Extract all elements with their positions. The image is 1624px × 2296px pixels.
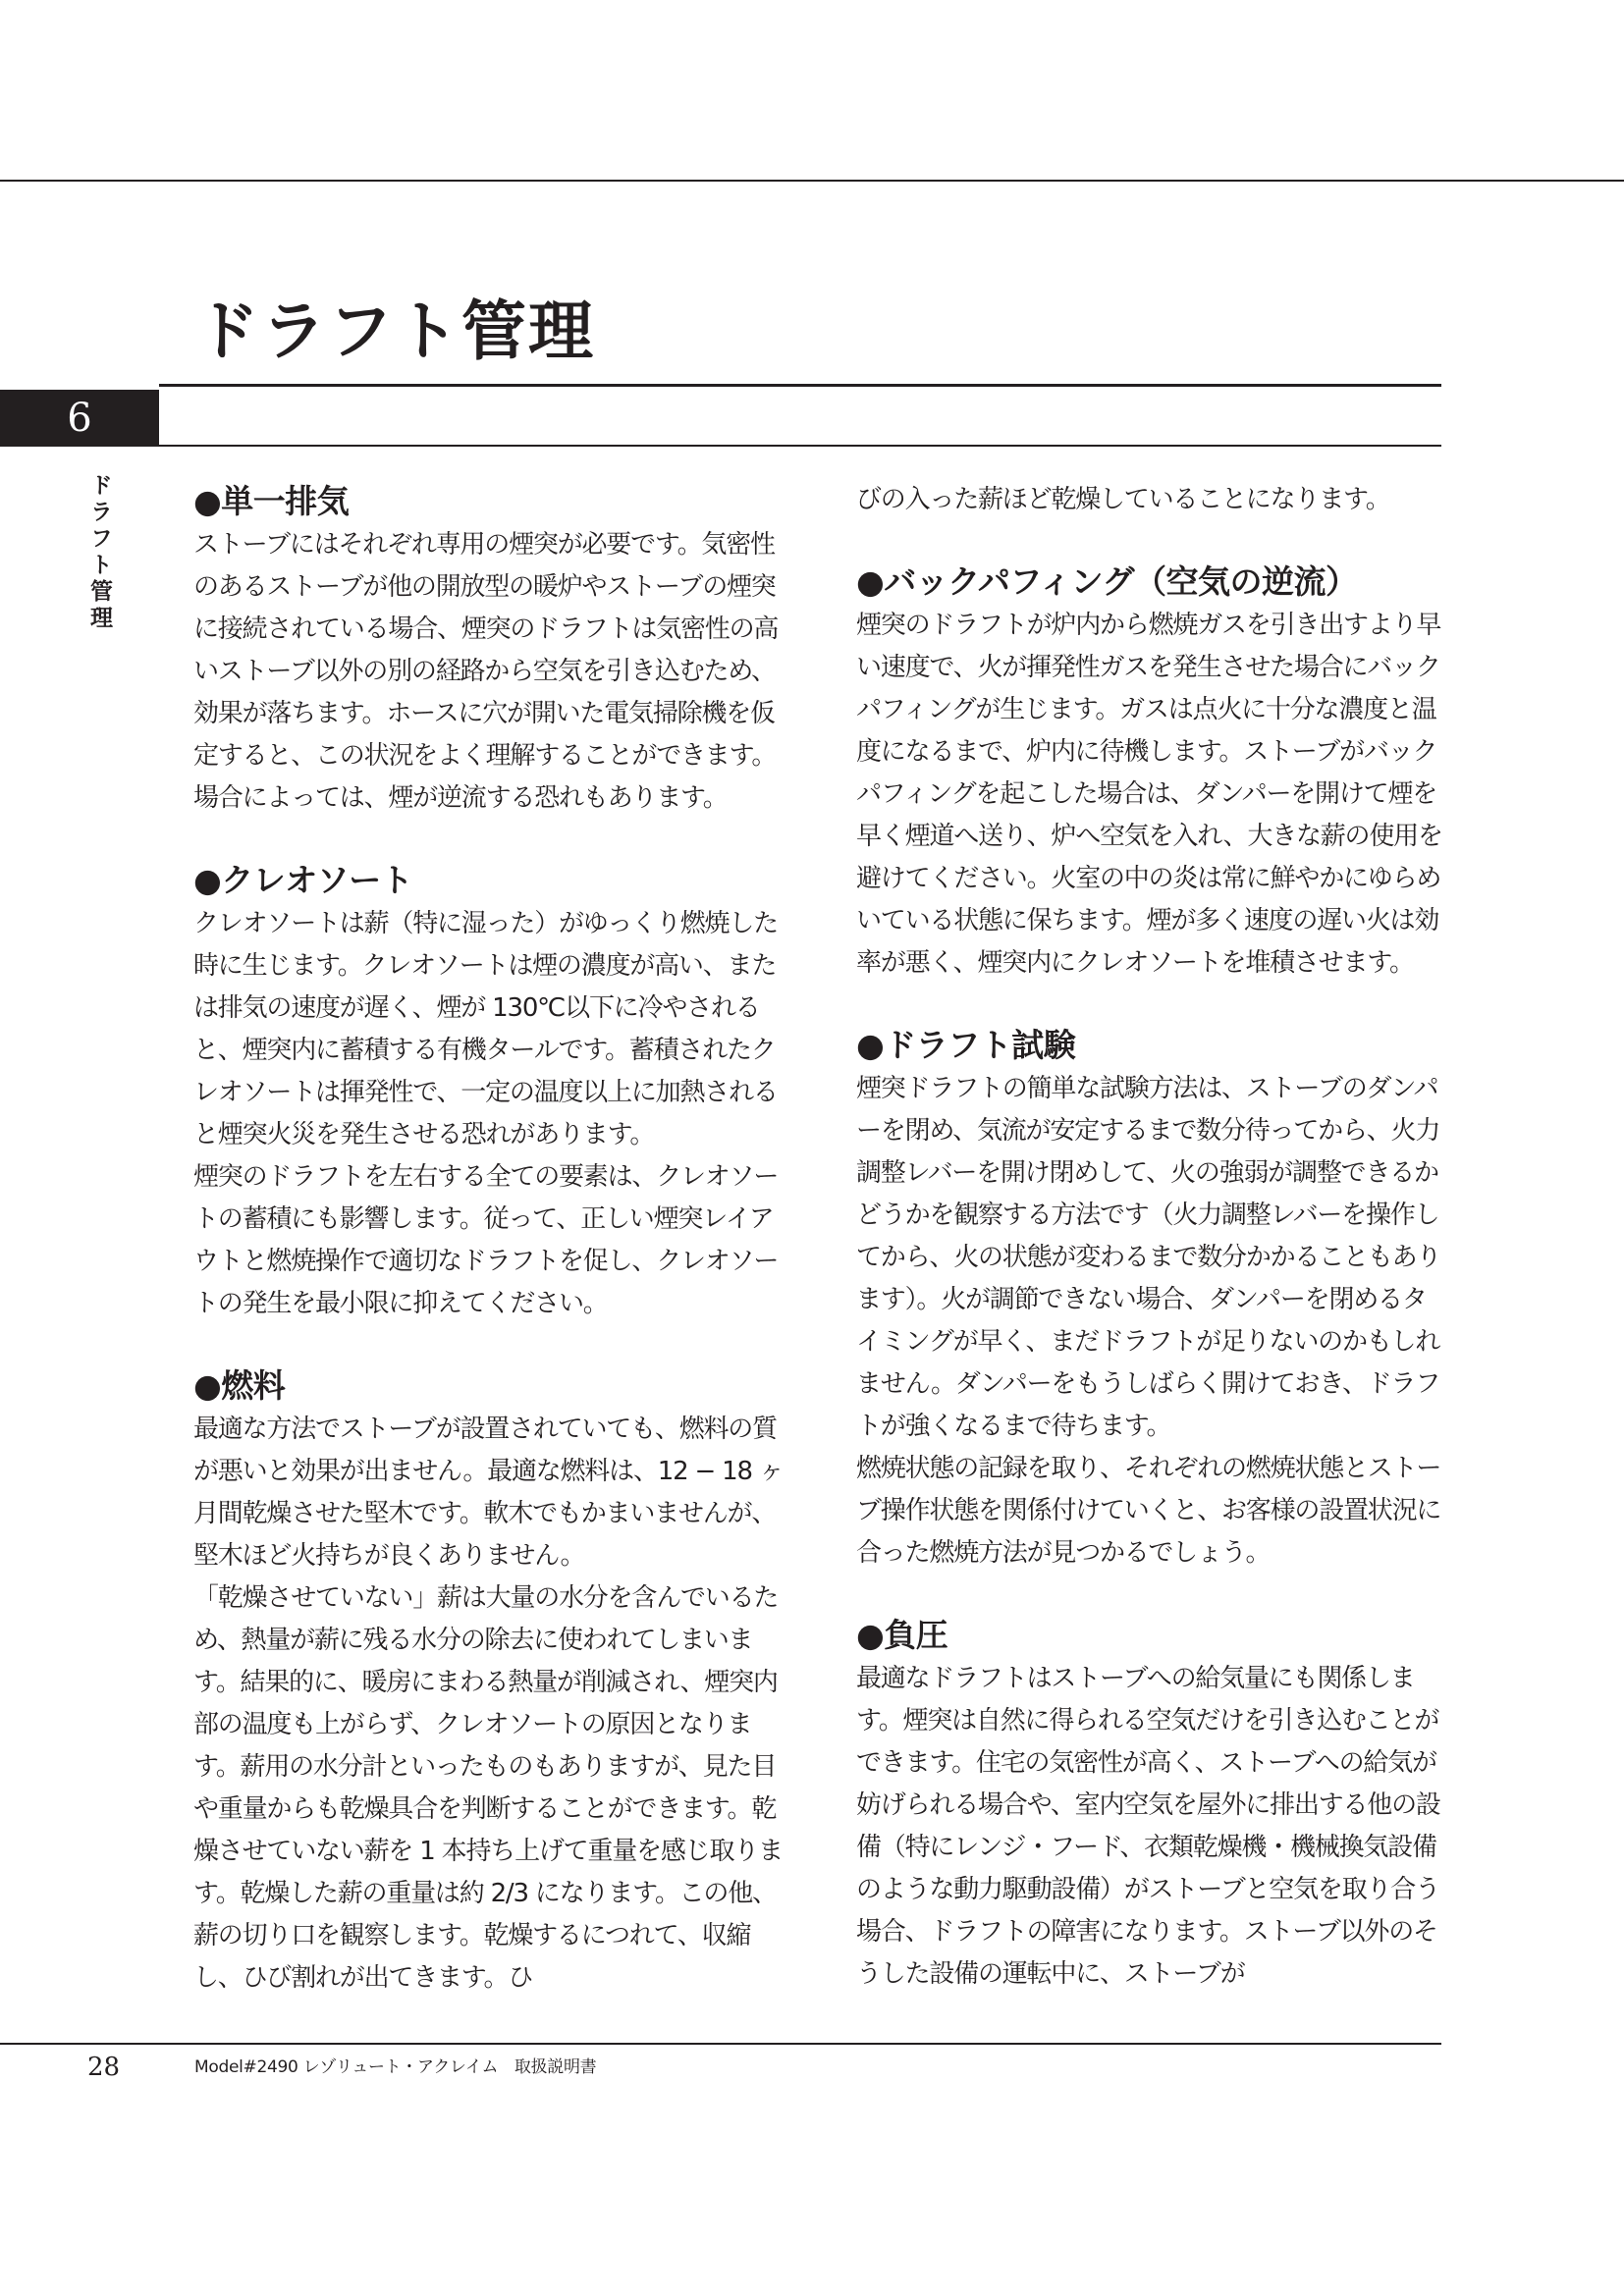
side-chapter-label: ドラフト管理 xyxy=(86,473,113,632)
section-title: ●バックパフィング（空気の逆流） xyxy=(856,562,1358,601)
paragraph: 最適な方法でストーブが設置されていても、燃料の質が悪いと効果が出ません。最適な燃料は、12 − 18 ヶ月間乾燥させた堅木です。軟木でもかまいませんが、堅木ほど火持ちが良くありません。 xyxy=(193,1415,784,1571)
footer-manual-title: Model#2490 レゾリュート・アクレイム 取扱説明書 xyxy=(194,2057,597,2077)
header-rule xyxy=(0,180,1624,182)
paragraph: ストーブにはそれぞれ専用の煙突が必要です。気密性のあるストーブが他の開放型の暖炉やストーブの煙突に接続されている場合、煙突のドラフトは気密性の高いストーブ以外の別の経路から空気を引き込むため、効果が落ちます。ホースに穴が開いた電気掃除機を仮定すると、この状況をよく理解することができます。場合によっては、煙が逆流する恐れもあります。 xyxy=(193,530,779,813)
section-title: ●燃料 xyxy=(193,1366,286,1405)
section-title: ●ドラフト試験 xyxy=(856,1026,1076,1064)
chapter-number-tab: 6 xyxy=(0,390,159,447)
section-title: ●単一排気 xyxy=(193,482,350,520)
page-number: 28 xyxy=(87,2053,121,2082)
paragraph: 最適なドラフトはストーブへの給気量にも関係します。煙突は自然に得られる空気だけを引き込むことができます。住宅の気密性が高く、ストーブへの給気が妨げられる場合や、室内空気を屋外に排出する他の設備（特にレンジ・フード、衣類乾燥機・機械換気設備のような動力駆動設備）がストーブと空気を取り合う場合、ドラフトの障害になります。ストーブ以外のそうした設備の運転中に、ストーブが xyxy=(856,1664,1440,1989)
right-column xyxy=(856,479,1445,2034)
paragraph: クレオソートは薪（特に湿った）がゆっくり燃焼した時に生じます。クレオソートは煙の濃度が高い、または排気の速度が遅く、煙が 130℃以下に冷やされると、煙突内に蓄積する有機タールです。蓄積されたクレオソートは揮発性で、一定の温度以上に加熱されると煙突火災を発生させる恐れがあります。 xyxy=(193,909,778,1149)
title-underline xyxy=(159,445,1441,447)
title-rule xyxy=(159,384,1441,387)
section-title: ●負圧 xyxy=(856,1616,948,1654)
section-creosote xyxy=(193,858,787,1325)
paragraph: 煙突ドラフトの簡単な試験方法は、ストーブのダンパーを閉め、気流が安定するまで数分待ってから、火力調整レバーを開け閉めして、火の強弱が調整できるかどうかを観察する方法です（火力調整レバーを操作してから、火の状態が変わるまで数分かかることもあります）。火が調節できない場合、ダンパーを閉めるタイミングが早く、まだドラフトが足りないのかもしれません。ダンパーをもうしばらく開けておき、ドラフトが強くなるまで待ちます。 xyxy=(856,1074,1441,1441)
section-single-exhaust xyxy=(193,479,787,820)
paragraph: 燃焼状態の記録を取り、それぞれの燃焼状態とストーブ操作状態を関係付けていくと、お客様の設置状況に合った燃焼方法が見つかるでしょう。 xyxy=(856,1454,1441,1568)
footer-rule xyxy=(0,2043,1441,2045)
paragraph: びの入った薪ほど乾燥していることになります。 xyxy=(856,485,1390,514)
page-title: ドラフト管理 xyxy=(194,293,595,369)
section-title: ●クレオソート xyxy=(193,861,413,899)
section-back-puffing xyxy=(856,560,1445,985)
section-fuel xyxy=(193,1363,787,2000)
paragraph: 煙突のドラフトが炉内から燃焼ガスを引き出すより早い速度で、火が揮発性ガスを発生させた場合にバックパフィングが生じます。ガスは点火に十分な濃度と温度になるまで、炉内に待機します。ストーブがバックパフィングを起こした場合は、ダンパーを開けて煙を早く煙道へ送り、炉へ空気を入れ、大きな薪の使用を避けてください。火室の中の炎は常に鮮やかにゆらめいている状態に保ちます。煙が多く速度の遅い火は効率が悪く、煙突内にクレオソートを堆積させます。 xyxy=(856,611,1442,978)
paragraph: 「乾燥させていない」薪は大量の水分を含んでいるため、熱量が薪に残る水分の除去に使われてしまいます。結果的に、暖房にまわる熱量が削減され、煙突内部の温度も上がらず、クレオソートの原因となります。薪用の水分計といったものもありますが、見た目や重量からも乾燥具合を判断することができます。乾燥させていない薪を 1 本持ち上げて重量を感じ取ります。乾燥した薪の重量は約 2/3 になります。この他、薪の切り口を観察します。乾燥するにつれて、収縮し、ひび割れが出てきます。ひ xyxy=(193,1583,783,1993)
section-negative-pressure xyxy=(856,1613,1445,1996)
left-column xyxy=(193,479,787,2038)
section-continuation xyxy=(856,479,1445,521)
paragraph: 煙突のドラフトを左右する全ての要素は、クレオソートの蓄積にも影響します。従って、正しい煙突レイアウトと燃焼操作で適切なドラフトを促し、クレオソートの発生を最小限に抑えてください。 xyxy=(193,1162,779,1318)
section-draft-test xyxy=(856,1023,1445,1575)
